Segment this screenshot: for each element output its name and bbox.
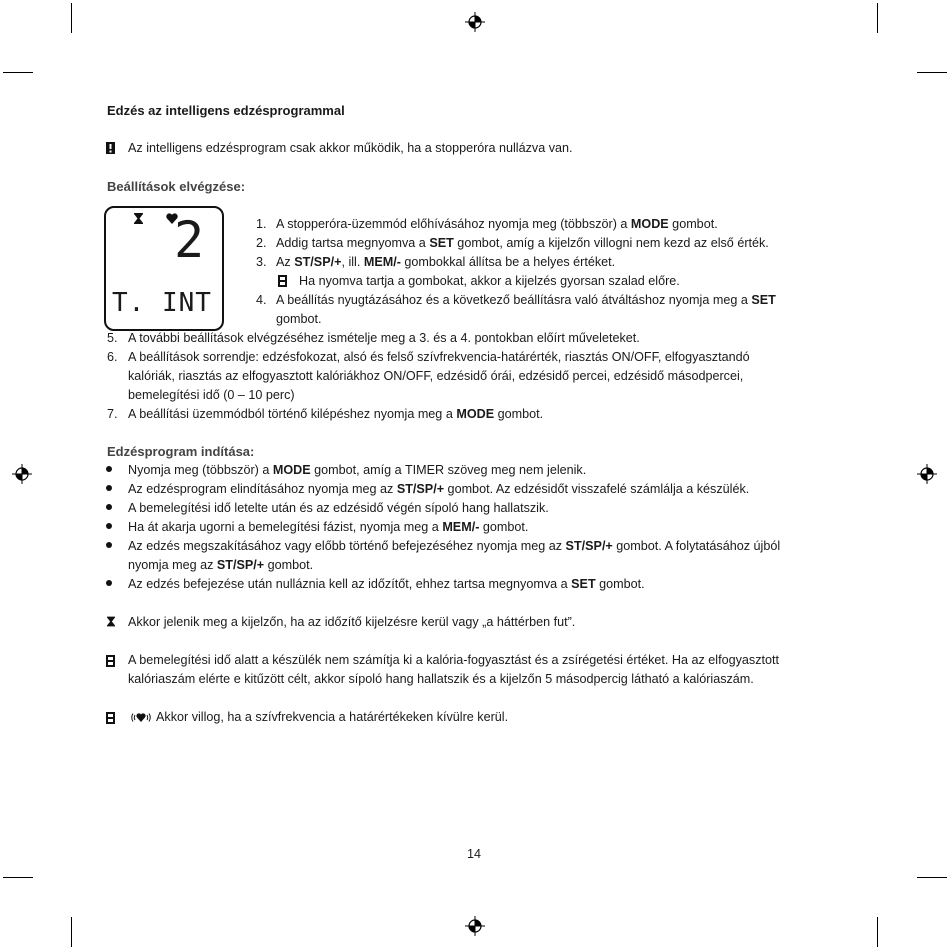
crop-mark bbox=[877, 3, 878, 33]
page-number: 14 bbox=[467, 847, 482, 861]
step-5: 5. A további beállítások elvégzéséhez ismételje meg a 3. és a 4. pontokban előírt műveleteket. bbox=[107, 331, 640, 345]
exclamation-icon bbox=[106, 142, 115, 154]
page-title: Edzés az intelligens edzésprogrammal bbox=[107, 103, 345, 118]
hourglass-icon bbox=[107, 616, 115, 627]
registration-mark-icon bbox=[12, 464, 32, 484]
info-icon bbox=[106, 712, 115, 724]
heart-rate-signal-icon bbox=[130, 712, 152, 723]
crop-mark bbox=[3, 877, 33, 878]
bullet-icon bbox=[106, 504, 112, 510]
hourglass-note: Akkor jelenik meg a kijelzőn, ha az időzítő kijelzésre kerül vagy „a háttérben fut”. bbox=[128, 615, 576, 629]
crop-mark bbox=[917, 877, 947, 878]
start-bullet-3: A bemelegítési idő letelte után és az edzésidő végén sípoló hang hallatszik. bbox=[128, 501, 549, 515]
step-6-line-3: bemelegítési idő (0 – 10 perc) bbox=[128, 388, 295, 402]
start-bullet-4: Ha át akarja ugorni a bemelegítési fázist, nyomja meg a MEM/- gombot. bbox=[128, 520, 529, 534]
bullet-icon bbox=[106, 580, 112, 586]
start-heading: Edzésprogram indítása: bbox=[107, 444, 255, 459]
heart-note: Akkor villog, ha a szívfrekvencia a határértékeken kívülre kerül. bbox=[156, 710, 509, 724]
hourglass-icon bbox=[134, 213, 143, 224]
info-icon bbox=[106, 655, 115, 667]
start-bullet-6: Az edzés befejezése után nulláznia kell az időzítőt, ehhez tartsa megnyomva a SET gombot. bbox=[128, 577, 645, 591]
step-6: 6. A beállítások sorrendje: edzésfokozat, alsó és felső szívfrekvencia-határérték, riasztás ON/OFF, elfogyasztandó bbox=[107, 350, 750, 364]
crop-mark bbox=[71, 3, 72, 33]
step-3: 3. Az ST/SP/+, ill. MEM/- gombokkal állítsa be a helyes értéket. bbox=[256, 255, 616, 269]
crop-mark bbox=[71, 917, 72, 947]
display-mode-text: T. INT bbox=[112, 288, 212, 318]
step-1: 1. A stopperóra-üzemmód előhívásához nyomja meg (többször) a MODE gombot. bbox=[256, 217, 718, 231]
step-2: 2. Addig tartsa megnyomva a SET gombot, amíg a kijelzőn villogni nem kezd az első érték. bbox=[256, 236, 769, 250]
warmup-note-line-1: A bemelegítési idő alatt a készülék nem számítja ki a kalória-fogyasztást és a zsírégetési értéket. Ha az elfogyasztott bbox=[128, 653, 779, 667]
registration-mark-icon bbox=[465, 916, 485, 936]
registration-mark-icon bbox=[917, 464, 937, 484]
bullet-icon bbox=[106, 542, 112, 548]
bullet-icon bbox=[106, 485, 112, 491]
step-7: 7. A beállítási üzemmódból történő kilépéshez nyomja meg a MODE gombot. bbox=[107, 407, 544, 421]
settings-heading: Beállítások elvégzése: bbox=[107, 179, 246, 194]
step-6-line-2: kalóriák, riasztás az elfogyasztott kalóriákhoz ON/OFF, edzésidő órái, edzésidő percei, edzésidő másodpercei, bbox=[128, 369, 744, 383]
step-4: 4. A beállítás nyugtázásához és a következő beállításra való átváltáshoz nyomja meg a SET bbox=[256, 293, 776, 307]
registration-mark-icon bbox=[465, 12, 485, 32]
start-bullet-2: Az edzésprogram elindításához nyomja meg az ST/SP/+ gombot. Az edzésidőt visszafelé számlálja a készülék. bbox=[128, 482, 750, 496]
watch-display bbox=[104, 206, 224, 331]
display-digit: 2 bbox=[174, 211, 205, 269]
info-icon bbox=[278, 275, 287, 287]
notice-text: Az intelligens edzésprogram csak akkor működik, ha a stopperóra nullázva van. bbox=[128, 141, 573, 155]
bullet-icon bbox=[106, 466, 112, 472]
crop-mark bbox=[3, 72, 33, 73]
start-bullet-1: Nyomja meg (többször) a MODE gombot, amíg a TIMER szöveg meg nem jelenik. bbox=[128, 463, 587, 477]
crop-mark bbox=[917, 72, 947, 73]
crop-mark bbox=[877, 917, 878, 947]
warmup-note-line-2: kalóriaszám elérte e kitűzött célt, akkor sípoló hang hallatszik és a kijelzőn 5 másodpercig látható a kalóriaszám. bbox=[128, 672, 754, 686]
start-bullet-5-line-2: nyomja meg az ST/SP/+ gombot. bbox=[128, 558, 314, 572]
bullet-icon bbox=[106, 523, 112, 529]
start-bullet-5: Az edzés megszakításához vagy előbb történő befejezéséhez nyomja meg az ST/SP/+ gombot. A folytatásához újból bbox=[128, 539, 781, 553]
step-4-continuation: gombot. bbox=[276, 312, 322, 326]
step-note: Ha nyomva tartja a gombokat, akkor a kijelzés gyorsan szalad előre. bbox=[299, 274, 680, 288]
